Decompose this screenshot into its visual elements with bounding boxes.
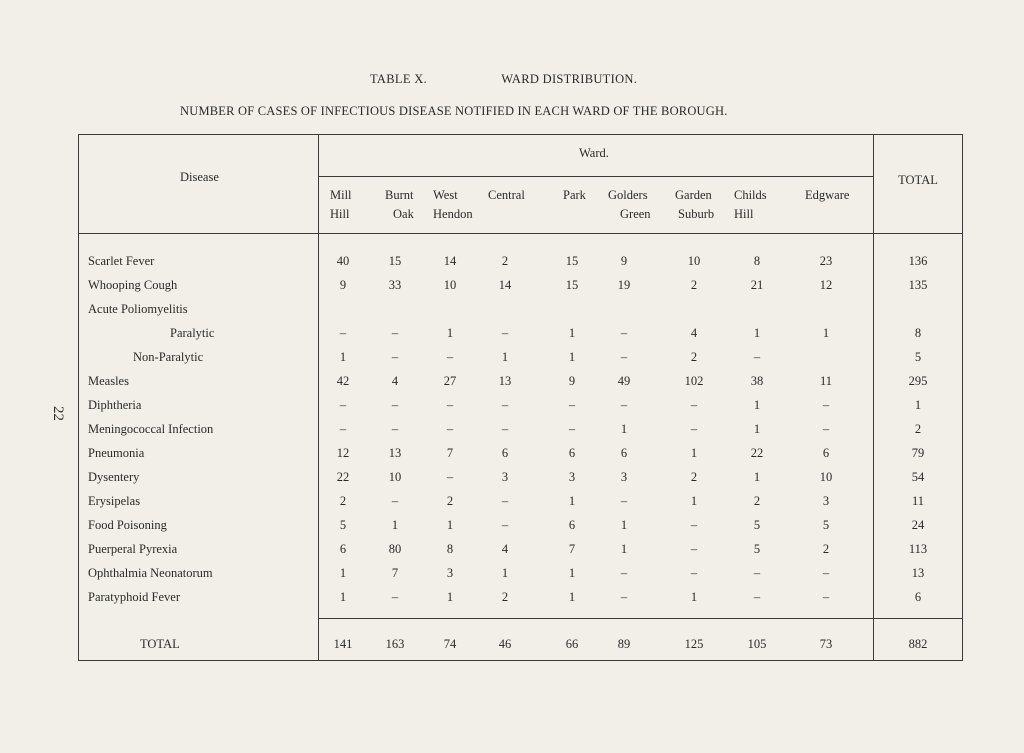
data-cell: 5 — [822, 518, 830, 532]
data-cell: 6 — [339, 542, 347, 556]
row-label: Ophthalmia Neonatorum — [88, 566, 213, 580]
row-total: 5 — [914, 350, 922, 364]
ward-header-line1: West — [433, 188, 458, 202]
row-total: 136 — [908, 254, 928, 268]
data-cell: 6 — [620, 446, 628, 460]
data-cell: 1 — [568, 590, 576, 604]
data-cell: 33 — [388, 278, 402, 292]
data-cell: – — [391, 590, 399, 604]
data-cell: – — [501, 518, 509, 532]
data-cell: – — [391, 326, 399, 340]
data-cell: 22 — [336, 470, 350, 484]
data-cell: – — [753, 590, 761, 604]
data-cell: – — [446, 350, 454, 364]
ward-header-line1: Central — [488, 188, 525, 202]
data-cell: 102 — [684, 374, 704, 388]
data-cell: – — [620, 566, 628, 580]
row-label: Food Poisoning — [88, 518, 167, 532]
totals-cell: 74 — [443, 637, 457, 651]
data-cell: 1 — [339, 350, 347, 364]
data-cell: 5 — [753, 518, 761, 532]
totals-cell: 46 — [498, 637, 512, 651]
data-cell: 5 — [339, 518, 347, 532]
data-cell: 6 — [501, 446, 509, 460]
data-cell: – — [822, 398, 830, 412]
row-label: Whooping Cough — [88, 278, 178, 292]
row-total: 1 — [914, 398, 922, 412]
data-cell: 5 — [753, 542, 761, 556]
ward-header-line2: Oak — [393, 207, 414, 221]
data-cell: 2 — [501, 590, 509, 604]
ward-header-line2: Hill — [734, 207, 754, 221]
row-total: 2 — [914, 422, 922, 436]
data-cell: – — [620, 326, 628, 340]
data-cell: 1 — [501, 350, 509, 364]
row-total: 24 — [911, 518, 925, 532]
data-cell: 8 — [446, 542, 454, 556]
data-cell: 1 — [568, 494, 576, 508]
data-cell: – — [753, 350, 761, 364]
data-cell: 12 — [819, 278, 833, 292]
row-label: Erysipelas — [88, 494, 141, 508]
data-cell: 1 — [753, 398, 761, 412]
table-title — [370, 72, 637, 87]
data-cell: 6 — [568, 446, 576, 460]
data-cell: 13 — [388, 446, 402, 460]
data-cell: – — [501, 422, 509, 436]
data-cell: – — [822, 422, 830, 436]
ward-header-line1: Mill — [330, 188, 352, 202]
data-cell: – — [501, 398, 509, 412]
data-cell: 1 — [501, 566, 509, 580]
data-cell: 1 — [753, 326, 761, 340]
data-cell: 3 — [501, 470, 509, 484]
totals-cell: 73 — [819, 637, 833, 651]
row-label: Pneumonia — [88, 446, 145, 460]
row-label: Diphtheria — [88, 398, 142, 412]
data-cell: 15 — [565, 278, 579, 292]
data-cell: 15 — [565, 254, 579, 268]
data-cell: – — [620, 350, 628, 364]
totals-cell: 89 — [617, 637, 631, 651]
row-total: 54 — [911, 470, 925, 484]
ward-header-line1: Park — [563, 188, 586, 202]
grand-total: 882 — [908, 637, 928, 651]
data-cell: – — [391, 494, 399, 508]
data-cell: 4 — [690, 326, 698, 340]
data-cell: 6 — [568, 518, 576, 532]
data-cell: – — [690, 422, 698, 436]
data-cell: 14 — [443, 254, 457, 268]
data-cell: 1 — [690, 590, 698, 604]
row-label: Non-Paralytic — [133, 350, 204, 364]
row-label: Meningococcal Infection — [88, 422, 214, 436]
row-total: 135 — [908, 278, 928, 292]
data-cell: 1 — [822, 326, 830, 340]
table-subtitle: NUMBER OF CASES OF INFECTIOUS DISEASE NOTIFIED IN EACH WARD OF THE BOROUGH. — [180, 104, 728, 118]
data-cell: 2 — [753, 494, 761, 508]
header-total: TOTAL — [898, 173, 938, 187]
row-total: 11 — [911, 494, 925, 508]
row-total: 8 — [914, 326, 922, 340]
data-cell: 3 — [568, 470, 576, 484]
data-cell: 1 — [620, 542, 628, 556]
data-cell: 14 — [498, 278, 512, 292]
data-cell: 1 — [446, 518, 454, 532]
data-cell: – — [620, 590, 628, 604]
ward-header-line2: Hendon — [433, 207, 473, 221]
data-cell: – — [690, 518, 698, 532]
data-cell: 15 — [388, 254, 402, 268]
ward-header-line1: Golders — [608, 188, 648, 202]
data-cell: 2 — [339, 494, 347, 508]
data-cell: 22 — [750, 446, 764, 460]
data-cell: – — [339, 326, 347, 340]
row-total: 295 — [908, 374, 928, 388]
row-label: Puerperal Pyrexia — [88, 542, 178, 556]
data-cell: – — [391, 398, 399, 412]
data-cell: – — [339, 422, 347, 436]
totals-label: TOTAL — [140, 637, 180, 651]
data-cell: – — [501, 326, 509, 340]
ward-header-line2: Suburb — [678, 207, 715, 221]
data-cell: 4 — [391, 374, 399, 388]
data-cell: 10 — [443, 278, 457, 292]
data-cell: 1 — [690, 446, 698, 460]
data-cell: 49 — [617, 374, 631, 388]
data-cell: 23 — [819, 254, 833, 268]
data-cell: 42 — [336, 374, 350, 388]
data-cell: 2 — [822, 542, 830, 556]
data-cell: 3 — [822, 494, 830, 508]
data-cell: 6 — [822, 446, 830, 460]
divider-ward-header — [318, 176, 873, 177]
row-total: 6 — [914, 590, 922, 604]
data-cell: – — [568, 398, 576, 412]
ward-header-line1: Edgware — [805, 188, 850, 202]
data-cell: 9 — [339, 278, 347, 292]
data-cell: 2 — [690, 278, 698, 292]
data-cell: 19 — [617, 278, 631, 292]
data-cell: – — [446, 422, 454, 436]
totals-cell: 125 — [684, 637, 704, 651]
divider-header — [78, 233, 963, 234]
totals-cell: 163 — [385, 637, 405, 651]
data-cell: – — [391, 422, 399, 436]
data-cell: 9 — [568, 374, 576, 388]
data-cell: 1 — [753, 422, 761, 436]
data-cell: 38 — [750, 374, 764, 388]
data-cell: – — [501, 494, 509, 508]
data-cell: – — [620, 398, 628, 412]
totals-cell: 141 — [333, 637, 353, 651]
header-ward: Ward. — [579, 146, 609, 160]
data-cell: 1 — [391, 518, 399, 532]
ward-header-line1: Garden — [675, 188, 712, 202]
data-cell: 3 — [446, 566, 454, 580]
row-label: Scarlet Fever — [88, 254, 155, 268]
row-total: 113 — [908, 542, 928, 556]
header-disease: Disease — [180, 170, 219, 184]
ward-header-line1: Burnt — [385, 188, 414, 202]
data-cell: 1 — [446, 590, 454, 604]
row-total: 79 — [911, 446, 925, 460]
row-label: Paralytic — [170, 326, 215, 340]
row-label: Paratyphoid Fever — [88, 590, 180, 604]
data-cell: 10 — [388, 470, 402, 484]
ward-header-line1: Childs — [734, 188, 767, 202]
data-cell: 12 — [336, 446, 350, 460]
data-cell: – — [339, 398, 347, 412]
data-cell: 3 — [620, 470, 628, 484]
data-cell: 1 — [690, 494, 698, 508]
data-cell: 80 — [388, 542, 402, 556]
data-cell: – — [446, 470, 454, 484]
data-cell: 40 — [336, 254, 350, 268]
data-cell: – — [753, 566, 761, 580]
data-cell: 1 — [568, 566, 576, 580]
totals-cell: 66 — [565, 637, 579, 651]
data-cell: 2 — [690, 470, 698, 484]
table-number: TABLE X. — [370, 72, 427, 86]
data-cell: 1 — [446, 326, 454, 340]
data-cell: – — [690, 542, 698, 556]
data-cell: 10 — [687, 254, 701, 268]
data-cell: – — [620, 494, 628, 508]
data-cell: 7 — [391, 566, 399, 580]
data-cell: 7 — [446, 446, 454, 460]
ward-header-line2: Hill — [330, 207, 350, 221]
totals-cell: 105 — [747, 637, 767, 651]
data-cell: 4 — [501, 542, 509, 556]
data-cell: 21 — [750, 278, 764, 292]
row-label: Measles — [88, 374, 129, 388]
data-cell: – — [822, 566, 830, 580]
data-cell: 1 — [753, 470, 761, 484]
row-label: Dysentery — [88, 470, 140, 484]
data-cell: 7 — [568, 542, 576, 556]
data-cell: 8 — [753, 254, 761, 268]
data-cell: 11 — [819, 374, 833, 388]
data-cell: 9 — [620, 254, 628, 268]
ward-header-line2: Green — [620, 207, 651, 221]
divider-total — [873, 134, 874, 661]
data-cell: 1 — [568, 326, 576, 340]
table-name: WARD DISTRIBUTION. — [501, 72, 638, 86]
divider-totals — [318, 618, 963, 619]
row-label: Acute Poliomyelitis — [88, 302, 188, 316]
data-cell: – — [391, 350, 399, 364]
page-number: 22 — [50, 406, 66, 421]
data-cell: 1 — [339, 590, 347, 604]
data-cell: – — [446, 398, 454, 412]
data-cell: – — [822, 590, 830, 604]
data-cell: 2 — [690, 350, 698, 364]
data-cell: 1 — [620, 422, 628, 436]
data-cell: 1 — [339, 566, 347, 580]
data-cell: 2 — [501, 254, 509, 268]
data-cell: 2 — [446, 494, 454, 508]
data-cell: – — [568, 422, 576, 436]
data-cell: – — [690, 566, 698, 580]
data-cell: 1 — [620, 518, 628, 532]
data-cell: 1 — [568, 350, 576, 364]
divider-disease — [318, 134, 319, 661]
row-total: 13 — [911, 566, 925, 580]
data-cell: 13 — [498, 374, 512, 388]
data-cell: 10 — [819, 470, 833, 484]
data-cell: 27 — [443, 374, 457, 388]
data-cell: – — [690, 398, 698, 412]
